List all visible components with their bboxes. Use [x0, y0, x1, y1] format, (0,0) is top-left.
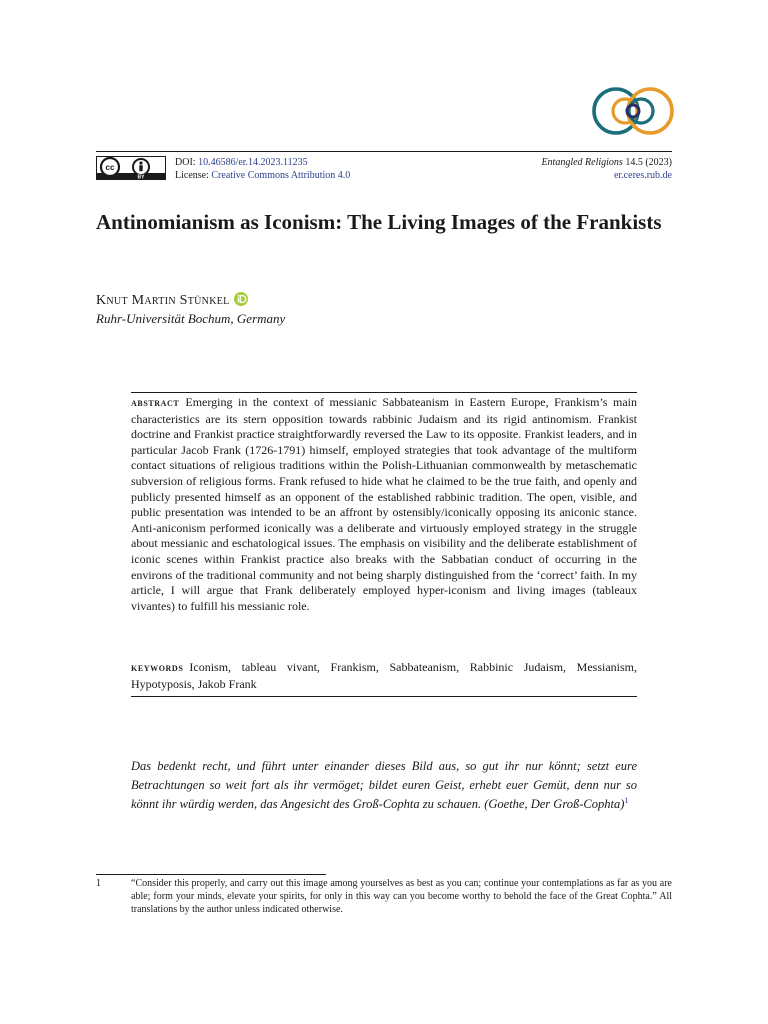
footnote-text: “Consider this properly, and carry out this image among yourselves as best as you can; continue your contemplations as far as you are able; form your minds, elevate your spirits, for only in this way can you become worthy to behold the face of the Great Cophta.” All translations by the author unless indicated otherwise.	[131, 878, 672, 915]
orcid-icon[interactable]	[234, 292, 248, 306]
author-affiliation: Ruhr-Universität Bochum, Germany	[96, 311, 286, 326]
abstract	[131, 395, 637, 614]
header-rule	[96, 151, 672, 152]
cc-by-license-icon[interactable]	[96, 156, 166, 180]
abstract-label: abstract	[131, 397, 180, 409]
footnote-rule	[96, 874, 326, 875]
footnote-ref-1[interactable]: 1	[624, 795, 629, 805]
keywords-bottom-rule	[131, 696, 637, 697]
journal-site-link[interactable]: er.ceres.rub.de	[613, 170, 672, 181]
cc-badge-by-text: BY	[137, 174, 145, 180]
abstract-text: Emerging in the context of messianic Sabbateanism in Eastern Europe, Frankism’s main characteristics are its stern opposition towards rabbinic Judaism and its rigid antinomism. Frankist doctrine and Frankist practice straightforwardly reversed the Law to its opposite. Frankist leaders, and in particular Jacob Frank (1726-1791) himself, employed strategies that took advantage of the multiform contact situations of religious traditions within the Polish-Lithuanian commonwealth by metaschematic subversion of religious forms. Frank refused to hide what he claimed to be the true faith, and openly and publicly presented himself as an opponent of the established rabbinic tradition. The open, visible, and public presentation was intended to be an affront by ostensibly/iconically opposing its aniconic stance. Anti-aniconism performed iconically was a deliberate and virtuously employed strategy in the struggle about messianic and eschatological issues. The emphasis on visibility and the deliberate establishment of iconic scenes within Frankist practice also breaks with the Sabbatian conduct of occurring in the environs of the traditional community and not being sharply distinguished from the ‘correct’ faith. In my article, I will argue that Frank deliberately employed hyper-iconism and living images (tableaux vivantes) to fulfill his messianic role.	[131, 395, 637, 613]
journal-issue: 14.5 (2023)	[625, 157, 672, 168]
journal-meta	[541, 156, 672, 182]
author-name: Knut Martin Stünkel	[96, 293, 230, 308]
epigraph-text: Das bedenkt recht, und führt unter einander dieses Bild aus, so gut ihr nur könnt; setzt eure Betrachtungen so weit fort als ihr vermöget; bildet euren Geist, erhebt euer Gemüt, denn nur so könnt ihr würdig werden, das Angesicht des Groß-Cophta zu schauen. (Goethe, Der Groß-Cophta)	[131, 759, 637, 811]
doi-label: DOI:	[175, 157, 196, 168]
keywords-text: Iconism, tableau vivant, Frankism, Sabbateanism, Rabbinic Judaism, Messianism, Hypotyposis, Jakob Frank	[131, 660, 637, 691]
epigraph	[131, 757, 637, 814]
footnote-number: 1	[96, 878, 101, 889]
journal-name: Entangled Religions	[541, 157, 623, 168]
keywords-label: keywords	[131, 662, 184, 674]
author-line	[96, 292, 248, 309]
doi-line	[175, 156, 350, 169]
license-label: License:	[175, 170, 209, 181]
keywords	[131, 660, 637, 692]
article-meta	[175, 156, 350, 182]
journal-line	[541, 156, 672, 169]
svg-text:cc: cc	[105, 163, 115, 172]
article-title: Antinomianism as Iconism: The Living Images of the Frankists	[96, 210, 662, 234]
license-line	[175, 169, 350, 182]
abstract-top-rule	[131, 392, 637, 393]
license-link[interactable]: Creative Commons Attribution 4.0	[211, 170, 351, 181]
doi-link[interactable]: 10.46586/er.14.2023.11235	[198, 157, 308, 168]
journal-logo	[587, 84, 677, 140]
